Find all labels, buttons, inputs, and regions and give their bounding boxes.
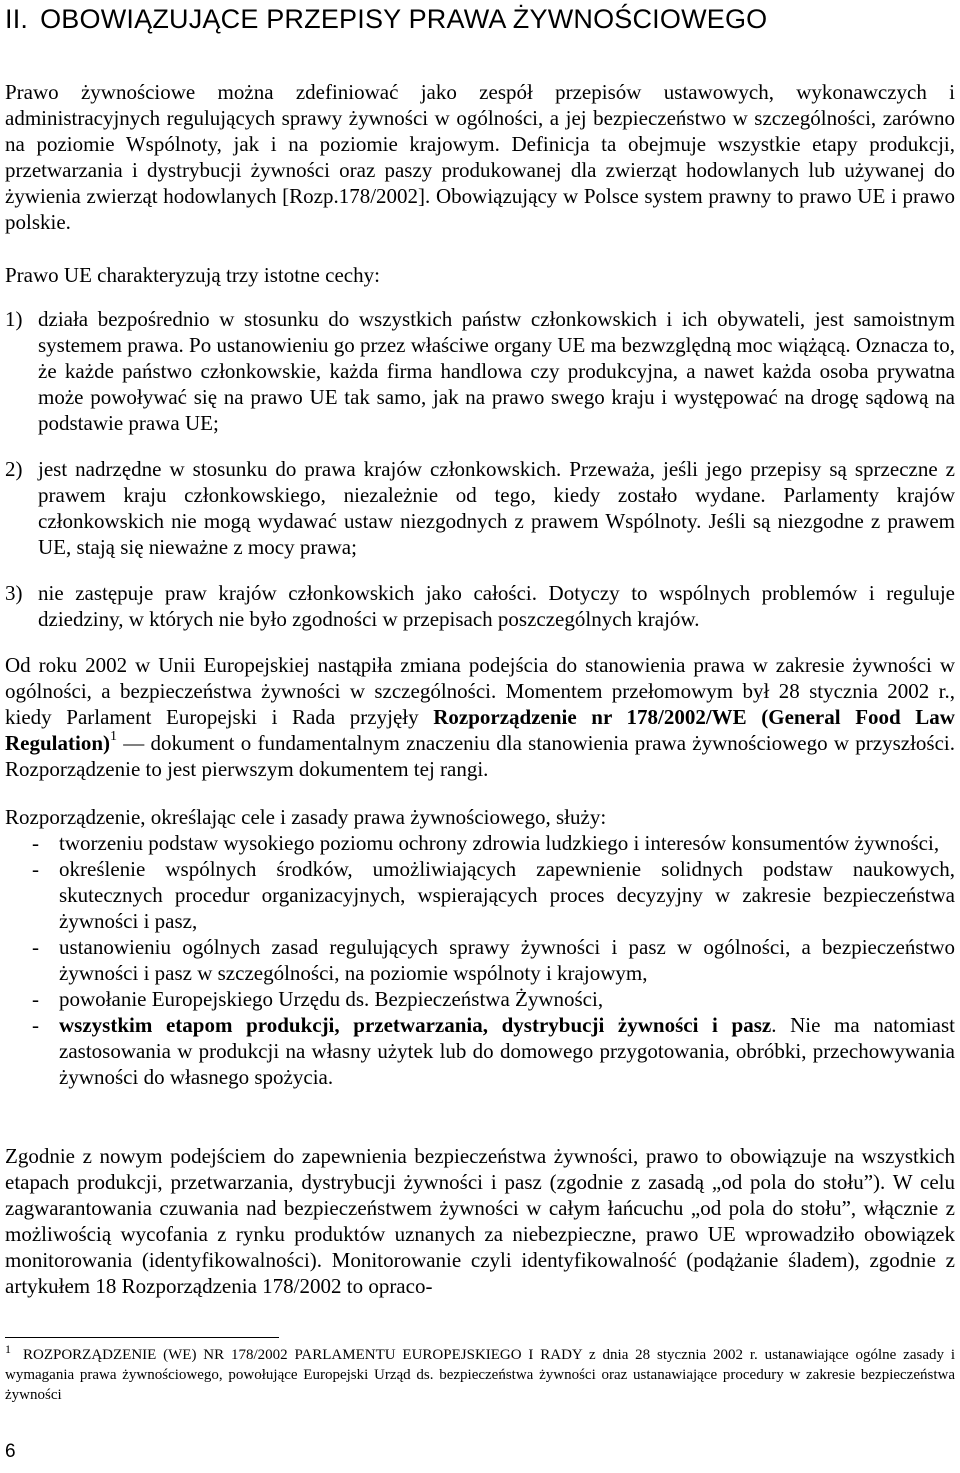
feature-number: 1) [5, 307, 23, 331]
feature-text: nie zastępuje praw krajów członkowskich jako całości. Dotyczy to wspólnych problemów i reguluje dziedziny, w których nie było zgodności w przepisach poszczególnych krajów. [38, 581, 955, 631]
feature-number: 2) [5, 457, 23, 481]
feature-text: jest nadrzędne w stosunku do prawa krajów członkowskich. Przeważa, jeśli jego przepisy są sprzeczne z prawem kraju członkowskiego, niezależnie od tego, kiedy zostało wydane. Parlamenty krajów członkowskich nie mogą wydawać ustaw niezgodnych z prawem Wspólnoty. Jeśli są niezgodne z prawem UE, stają się nieważne z mocy prawa; [38, 457, 955, 559]
page-number: 6 [5, 1441, 16, 1462]
purpose-text [59, 1012, 955, 1090]
purpose-item-5 [5, 1012, 955, 1090]
purpose-text: ustanowieniu ogólnych zasad regulujących sprawy żywności i pasz w ogólności, a bezpieczeństwo żywności i pasz w szczególności, na poziomie wspólnoty i krajowym, [59, 935, 955, 985]
section-number: II. [5, 4, 29, 34]
purpose-item-4 [5, 986, 955, 1012]
purpose-item-1 [5, 830, 955, 856]
feature-item-1 [5, 306, 955, 436]
section-heading [5, 4, 767, 35]
regulation-text-before: Od roku 2002 w Unii Europejskiej nastąpiła zmiana podejścia do stanowienia prawa w zakresie żywności w ogólności, a bezpieczeństwa żywności w szczególności. Momentem przełomowym był 28 stycznia 2002 r., kiedy Parlament Europejski i Rada przyjęły [5, 653, 955, 729]
purpose-text: powołanie Europejskiego Urzędu ds. Bezpieczeństwa Żywności, [59, 987, 604, 1011]
footnote-text: ROZPORZĄDZENIE (WE) NR 178/2002 PARLAMENTU EUROPEJSKIEGO I RADY z dnia 28 stycznia 2002 r. ustanawiające ogólne zasady i wymagania prawa żywnościowego, powołujące Europejski Urząd ds. bezpieczeństwa żywności oraz ustanawiające procedury w zakresie bezpieczeństwa żywności [5, 1347, 955, 1403]
feature-number: 3) [5, 581, 23, 605]
list-dash: - [32, 1013, 39, 1037]
footnote-reference: 1 [110, 729, 117, 744]
list-dash: - [32, 935, 39, 959]
feature-text: działa bezpośrednio w stosunku do wszystkich państw członkowskich i ich obywateli, jest samoistnym systemem prawa. Po ustanowieniu go przez właściwe organy UE ma bezwzględną moc wiążącą. Oznacza to, że każde państwo członkowskie, każda firma handlowa czy produkcyjna, a nawet każda osoba prywatna może powoływać się na prawo UE tak samo, jak na prawo swego kraju i występować na drogę sądową na podstawie prawa UE; [38, 307, 955, 435]
list-dash: - [32, 857, 39, 881]
purpose-text: określenie wspólnych środków, umożliwiających zapewnienie solidnych podstaw naukowych, skutecznych procedur organizacyjnych, wspierających proces decyzyjny w zakresie bezpieczeństwa żywności i pasz, [59, 857, 955, 933]
regulation-paragraph [5, 652, 955, 782]
purpose-list [5, 830, 955, 1090]
footnote [5, 1342, 955, 1405]
regulation-text-after: — dokument o fundamentalnym znaczeniu dla stanowienia prawa żywnościowego w przyszłości. Rozporządzenie to jest pierwszym dokumentem tej rangi. [5, 731, 955, 781]
list-dash: - [32, 987, 39, 1011]
purpose-bold-text: wszystkim etapom produkcji, przetwarzania, dystrybucji żywności i pasz [59, 1013, 772, 1037]
purpose-text: tworzeniu podstaw wysokiego poziomu ochrony zdrowia ludzkiego i interesów konsumentów żywności, [59, 831, 940, 855]
eu-law-features-lead: Prawo UE charakteryzują trzy istotne cechy: [5, 263, 380, 287]
regulation-title: Rozporządzenie nr 178/2002/WE (General Food Law Regulation) [5, 705, 955, 755]
list-dash: - [32, 831, 39, 855]
section-title: OBOWIĄZUJĄCE PRZEPISY PRAWA ŻYWNOŚCIOWEGO [40, 4, 768, 34]
footnote-separator [5, 1337, 279, 1338]
purpose-lead: Rozporządzenie, określając cele i zasady prawa żywnościowego, służy: [5, 805, 607, 829]
footnote-mark: 1 [5, 1342, 11, 1356]
purpose-rest-text: . Nie ma natomiast zastosowania w produkcji na własny użytek lub do domowego przygotowania, obróbki, przechowywania żywności do własnego spożycia. [59, 1013, 955, 1089]
purpose-item-3 [5, 934, 955, 986]
feature-item-3 [5, 580, 955, 632]
feature-item-2 [5, 456, 955, 560]
purpose-item-2 [5, 856, 955, 934]
closing-paragraph: Zgodnie z nowym podejściem do zapewnienia bezpieczeństwa żywności, prawo to obowiązuje na wszystkich etapach produkcji, przetwarzania, dystrybucji żywności i pasz (zgodnie z zasadą „od pola do stołu”). W celu zagwarantowania czuwania nad bezpieczeństwem żywności w całym łańcuchu „od pola do stołu”, włącznie z możliwością wycofania z rynku produktów uznanych za niebezpieczne, prawo UE wprowadziło obowiązek monitorowania (identyfikowalności). Monitorowanie czyli identyfikowalność (podążanie śladem), zgodnie z artykułem 18 Rozporządzenia 178/2002 to opraco- [5, 1144, 955, 1298]
intro-paragraph: Prawo żywnościowe można zdefiniować jako zespół przepisów ustawowych, wykonawczych i administracyjnych regulujących sprawy żywności w ogólności, a jej bezpieczeństwo w szczególności, zarówno na poziomie Wspólnoty, jak i na poziomie krajowym. Definicja ta obejmuje wszystkie etapy produkcji, przetwarzania i dystrybucji żywności oraz paszy produkowanej dla zwierząt hodowlanych lub używanej do żywienia zwierząt hodowlanych [Rozp.178/2002]. Obowiązujący w Polsce system prawny to prawo UE i prawo polskie. [5, 80, 955, 234]
